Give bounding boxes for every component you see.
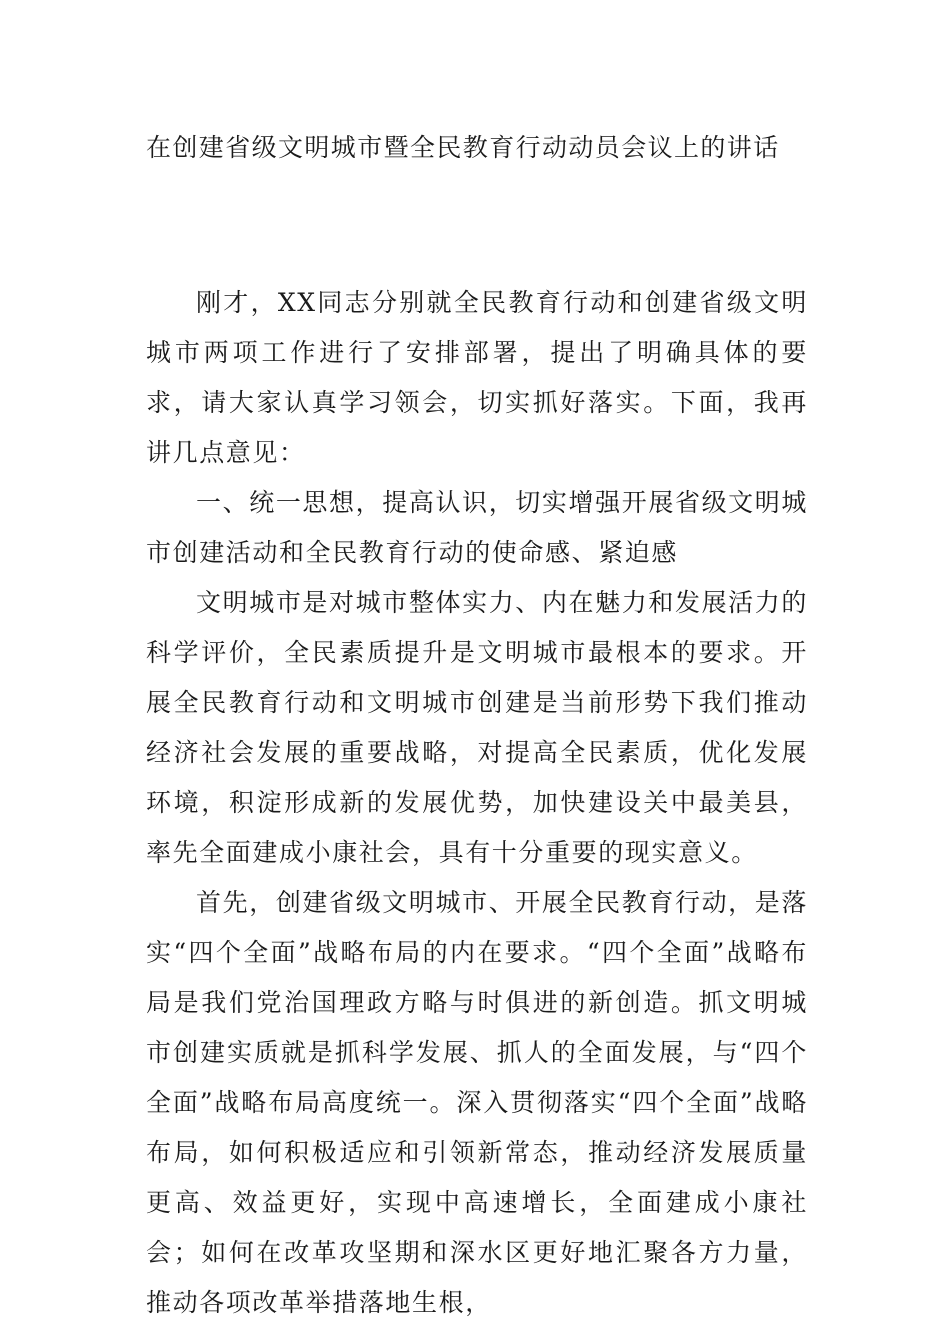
paragraph-first-point: 首先，创建省级文明城市、开展全民教育行动，是落实“四个全面”战略布局的内在要求。“四个全面”战略布局是我们党治国理政方略与时俱进的新创造。抓文明城市创建实质就是抓科学发展、抓人的全面发展，与“四个全面”战略布局高度统一。深入贯彻落实“四个全面”战略布局，如何积极适应和引领新常态，推动经济发展质量更高、效益更好，实现中高速增长，全面建成小康社会；如何在改革攻坚期和深水区更好地汇聚各方力量，推动各项改革举措落地生根， bbox=[146, 888, 808, 1317]
paragraph-intro: 刚才，XX同志分别就全民教育行动和创建省级文明城市两项工作进行了安排部署，提出了明确具体的要求，请大家认真学习领会，切实抓好落实。下面，我再讲几点意见： bbox=[146, 288, 808, 467]
document-title: 在创建省级文明城市暨全民教育行动动员会议上的讲话 bbox=[146, 133, 780, 162]
document-body bbox=[146, 278, 808, 1328]
paragraph-civilized-city: 文明城市是对城市整体实力、内在魅力和发展活力的科学评价，全民素质提升是文明城市最根本的要求。开展全民教育行动和文明城市创建是当前形势下我们推动经济社会发展的重要战略，对提高全民素质，优化发展环境，积淀形成新的发展优势，加快建设关中最美县，率先全面建成小康社会，具有十分重要的现实意义。 bbox=[146, 588, 808, 867]
paragraph-section-heading: 一、统一思想，提高认识，切实增强开展省级文明城市创建活动和全民教育行动的使命感、紧迫感 bbox=[146, 488, 808, 567]
